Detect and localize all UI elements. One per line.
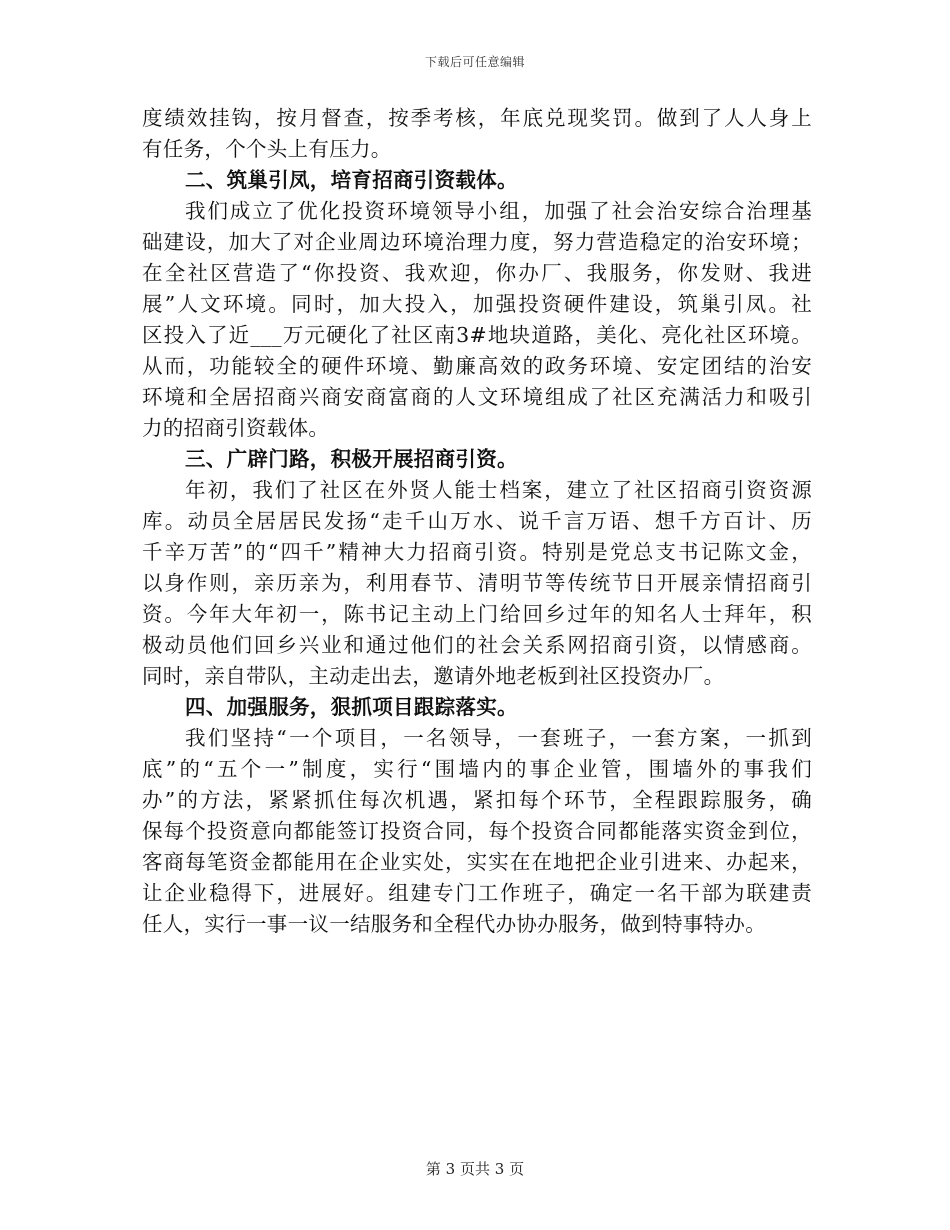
text-line: 年初，我们了社区在外贤人能士档案，建立了社区招商引资资源 (185, 478, 812, 502)
text-line: 在全社区营造了“你投资、我欢迎，你办厂、我服务，你发财、我进 (142, 261, 812, 285)
section-heading (142, 444, 812, 475)
heading-text: 三、广辟门路，积极开展招商引资。 (185, 447, 518, 471)
text-line: 我们成立了优化投资环境领导小组，加强了社会治安综合治理基 (185, 199, 812, 223)
text-line: 极动员他们回乡兴业和通过他们的社会关系网招商引资，以情感商。 (142, 633, 812, 657)
text-line: 我们坚持“一个项目，一名领导，一套班子，一套方案，一抓到 (185, 726, 812, 750)
text-line: 环境和全居招商兴商安商富商的人文环境组成了社区充满活力和吸引 (142, 385, 812, 409)
text-line: 客商每笔资金都能用在企业实处，实实在在地把企业引进来、办起来， (142, 850, 812, 874)
text-line: 同时，亲自带队，主动走出去，邀请外地老板到社区投资办厂。 (142, 664, 725, 688)
text-line: 千辛万苦”的“四千”精神大力招商引资。特别是党总支书记陈文金， (142, 540, 812, 564)
text-line: 让企业稳得下，进展好。组建专门工作班子，确定一名干部为联建责 (142, 881, 812, 905)
text-line: 办”的方法，紧紧抓住每次机遇，紧扣每个环节，全程跟踪服务，确 (142, 788, 812, 812)
section-heading (142, 165, 812, 196)
paragraph (142, 475, 812, 692)
paragraph (142, 196, 812, 444)
paragraph (142, 723, 812, 940)
paragraph (142, 103, 812, 165)
text-line: 础建设，加大了对企业周边环境治理力度，努力营造稳定的治安环境； (142, 230, 812, 254)
heading-text: 二、筑巢引凤，培育招商引资载体。 (185, 168, 518, 192)
text-line: 库。动员全居居民发扬“走千山万水、说千言万语、想千方百计、历 (142, 509, 812, 533)
page-footer: 第 3 页共 3 页 (425, 1160, 525, 1178)
text-line: 任人，实行一事一议一结服务和全程代办协办服务，做到特事特办。 (142, 912, 766, 936)
text-line: 资。今年大年初一，陈书记主动上门给回乡过年的知名人士拜年，积 (142, 602, 812, 626)
text-line: 底”的“五个一”制度，实行“围墙内的事企业管，围墙外的事我们 (142, 757, 812, 781)
text-line: 以身作则，亲历亲为，利用春节、清明节等传统节日开展亲情招商引 (142, 571, 812, 595)
text-line: 力的招商引资载体。 (142, 416, 330, 440)
section-heading (142, 692, 812, 723)
text-line: 从而，功能较全的硬件环境、勤廉高效的政务环境、安定团结的治安 (142, 354, 812, 378)
text-line: 保每个投资意向都能签订投资合同，每个投资合同都能落实资金到位， (142, 819, 812, 843)
text-line: 展”人文环境。同时，加大投入，加强投资硬件建设，筑巢引凤。社 (142, 292, 812, 316)
document-body (142, 103, 812, 940)
text-line: 度绩效挂钩，按月督查，按季考核，年底兑现奖罚。做到了人人身上 (142, 106, 812, 130)
heading-text: 四、加强服务，狠抓项目跟踪落实。 (185, 695, 518, 719)
text-line: 有任务，个个头上有压力。 (142, 137, 392, 161)
text-line: 区投入了近___万元硬化了社区南3#地块道路，美化、亮化社区环境。 (142, 323, 812, 347)
page-header: 下载后可任意编辑 (424, 55, 525, 69)
